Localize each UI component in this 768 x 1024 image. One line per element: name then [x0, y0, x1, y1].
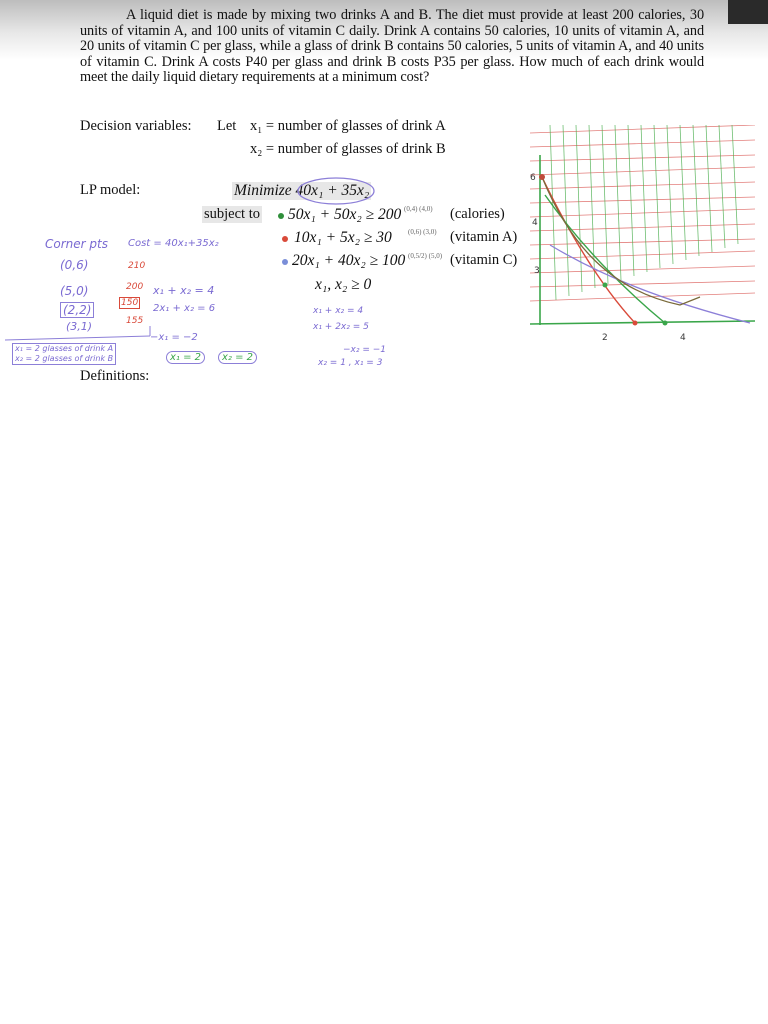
- corner-point-3: (2,2): [60, 302, 94, 318]
- constraint-vitamin-a-label: (vitamin A): [450, 229, 518, 245]
- x1-definition: x₁ = number of glasses of drink A: [250, 118, 446, 134]
- x-label-2: 2: [602, 333, 608, 343]
- corner-point-3-0: [633, 321, 638, 326]
- nonnegativity-constraint: x₁, x₂ ≥ 0: [315, 276, 372, 293]
- graph-hatching: [550, 125, 738, 300]
- hatch-line: [654, 125, 660, 268]
- conclusion-line-2: x₂ = 2 glasses of drink B: [15, 354, 114, 363]
- grid-line: [530, 209, 755, 217]
- graph-x-axis: [530, 321, 755, 324]
- grid-line: [530, 182, 755, 189]
- system-eq-1: x₁ + x₂ = 4: [153, 284, 215, 297]
- corner-point-4: (3,1): [66, 320, 93, 333]
- constraint-calories-label: (calories): [450, 206, 505, 222]
- corner-points-header: Corner pts: [45, 237, 108, 251]
- cost-header: Cost = 40x₁+35x₂: [128, 238, 219, 249]
- corner-cost-4: 155: [126, 316, 144, 326]
- objective-circle: [296, 176, 376, 206]
- grid-line: [530, 251, 755, 259]
- feasible-region-graph: [530, 125, 760, 345]
- hatch-line: [641, 125, 647, 272]
- grid-line: [530, 197, 755, 203]
- grid-line: [530, 125, 755, 133]
- problem-text: A liquid diet is made by mixing two drinks A and B. The diet must provide at least 200 calories, 30 units of vitamin A, and 100 units of vitamin C daily. Drink A contains 50 calories, 10 units of vitamin A, and 20 units of vitamin C per glass, while a glass of drink B contains 50 calories, 5 units of vitamin A, and 40 units of vitamin C. Drink A costs P40 per glass and drink B costs P35 per glass. How much of each drink would meet the daily liquid dietary requirements at a minimum cost?: [80, 7, 704, 86]
- objective-function: Minimize 40x₁ + 35x₂: [234, 182, 370, 199]
- hatch-line: [602, 125, 608, 284]
- grid-line: [530, 239, 755, 245]
- hatch-line: [576, 125, 582, 292]
- hatch-line: [563, 125, 569, 296]
- constraint-calories-dot: [278, 213, 284, 219]
- hatch-line: [693, 125, 699, 256]
- decision-variables-label: Decision variables:: [80, 118, 192, 134]
- conclusion-line-1: x₁ = 2 glasses of drink A: [15, 344, 114, 353]
- let-label: Let: [217, 118, 237, 134]
- grid-line: [530, 293, 755, 301]
- constraint-calories: 50x₁ + 50x₂ ≥ 200: [288, 206, 402, 223]
- grid-line: [530, 224, 755, 231]
- y-label-6: 6: [530, 173, 536, 183]
- hatch-line: [732, 125, 738, 244]
- constraint-vitamin-a-intercepts: (0,6) (3,0): [408, 228, 437, 236]
- system-eq-2: 2x₁ + x₂ = 6: [153, 303, 216, 314]
- problem-statement: [80, 8, 704, 86]
- lp-model-label: LP model:: [80, 182, 141, 198]
- grid-line: [530, 266, 755, 273]
- constraint-vitamin-c-label: (vitamin C): [450, 252, 518, 268]
- mid-eq-1: x₁ + x₂ = 4: [313, 306, 364, 316]
- corner-point-4-0: [663, 321, 668, 326]
- answer-x2: x₂ = 2: [218, 351, 257, 364]
- constraint-vitamin-c: 20x₁ + 40x₂ ≥ 100: [292, 252, 406, 269]
- corner-cost-1: 210: [128, 261, 146, 271]
- hatch-line: [706, 125, 712, 252]
- answer-x1: x₁ = 2: [166, 351, 205, 364]
- definitions-label: Definitions:: [80, 368, 150, 384]
- x-label-4: 4: [680, 333, 686, 343]
- mid-eq-4: x₂ = 1 , x₁ = 3: [318, 358, 383, 368]
- notes-bracket: [0, 318, 180, 358]
- constraint-vitamin-c-dot: [282, 259, 288, 265]
- hatch-line: [550, 125, 556, 300]
- corner-point-2: (5,0): [60, 284, 89, 298]
- x2-definition: x₂ = number of glasses of drink B: [250, 141, 446, 157]
- mid-eq-3: −x₂ = −1: [343, 345, 387, 355]
- hatch-line: [615, 125, 621, 280]
- hatch-line: [667, 125, 673, 264]
- subject-to-label: subject to: [204, 206, 260, 222]
- corner-shade: [728, 0, 768, 24]
- grid-line: [530, 281, 755, 287]
- constraint-calories-intercepts: (0,4) (4,0): [404, 205, 433, 213]
- corner-cost-3: 150: [121, 298, 139, 308]
- corner-point-1: (0,6): [60, 258, 89, 272]
- constraint-vitamin-c-intercepts: (0,5/2) (5,0): [408, 252, 443, 260]
- hatch-line: [719, 125, 725, 248]
- y-label-4: 4: [532, 218, 538, 228]
- corner-cost-2: 200: [126, 282, 144, 292]
- constraint-vitamin-a-dot: [282, 236, 288, 242]
- corner-point-0-6: [539, 174, 545, 180]
- mid-eq-2: x₁ + 2x₂ = 5: [313, 322, 369, 332]
- hatch-line: [680, 125, 686, 260]
- y-label-3: 3: [534, 266, 540, 276]
- constraint-vitamin-a: 10x₁ + 5x₂ ≥ 30: [294, 229, 392, 246]
- system-eq-3: −x₁ = −2: [150, 332, 198, 343]
- corner-point-2-2: [603, 283, 608, 288]
